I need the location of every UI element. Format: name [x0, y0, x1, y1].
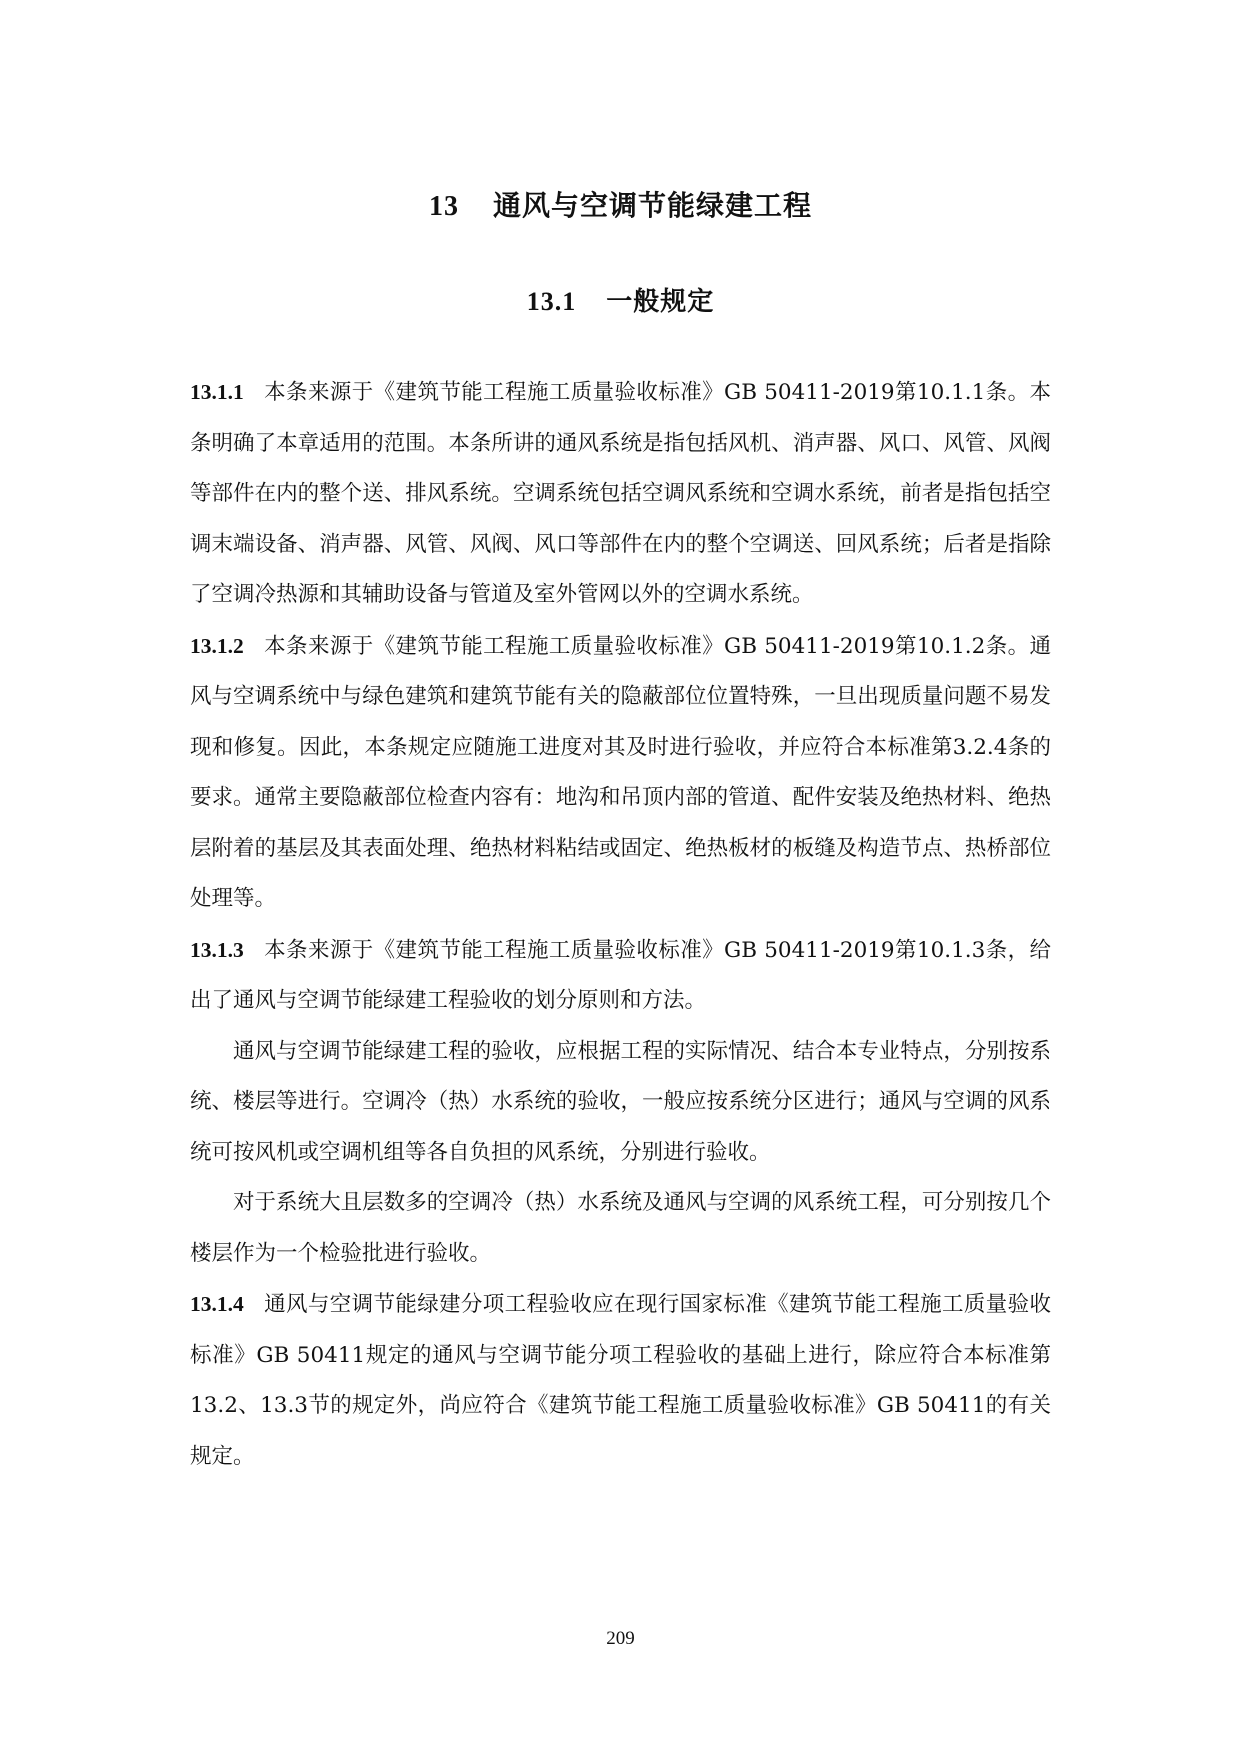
- clause-text: 通风与空调节能绿建分项工程验收应在现行国家标准《建筑节能工程施工质量验收标准》GB 50411规定的通风与空调节能分项工程验收的基础上进行，除应符合本标准第13.2、13.3节的规定外，尚应符合《建筑节能工程施工质量验收标准》GB 50411的有关规定。: [190, 1292, 1051, 1469]
- page-number: 209: [606, 1628, 635, 1649]
- section-number: 13.1: [526, 287, 577, 316]
- chapter-title: [0, 186, 1241, 227]
- clause-number: 13.1.2: [190, 633, 244, 658]
- paragraph-inspection-lot: 对于系统大且层数多的空调冷（热）水系统及通风与空调的风系统工程，可分别按几个楼层作为一个检验批进行验收。: [190, 1190, 1051, 1266]
- clause-text: 本条来源于《建筑节能工程施工质量验收标准》GB 50411-2019第10.1.3条，给出了通风与空调节能绿建工程验收的划分原则和方法。: [190, 937, 1051, 1013]
- clause-text: 本条来源于《建筑节能工程施工质量验收标准》GB 50411-2019第10.1.1条。本条明确了本章适用的范围。本条所讲的通风系统是指包括风机、消声器、风口、风管、风阀等部件在内的整个送、排风系统。空调系统包括空调风系统和空调水系统，前者是指包括空调末端设备、消声器、风管、风阀、风口等部件在内的整个空调送、回风系统；后者是指除了空调冷热源和其辅助设备与管道及室外管网以外的空调水系统。: [190, 380, 1051, 607]
- clause-number: 13.1.3: [190, 937, 244, 962]
- clause-13-1-3: [190, 925, 1051, 1027]
- section-title-text: 一般规定: [606, 287, 715, 317]
- clause-13-1-1: [190, 367, 1051, 621]
- clause-number: 13.1.1: [190, 380, 244, 404]
- paragraph-acceptance-division: 通风与空调节能绿建工程的验收，应根据工程的实际情况、结合本专业特点，分别按系统、楼层等进行。空调冷（热）水系统的验收，一般应按系统分区进行；通风与空调的风系统可按风机或空调机组等各自负担的风系统，分别进行验收。: [190, 1038, 1051, 1165]
- clause-number: 13.1.4: [190, 1292, 244, 1316]
- clause-13-1-2: [190, 621, 1051, 925]
- clause-text: 本条来源于《建筑节能工程施工质量验收标准》GB 50411-2019第10.1.2条。通风与空调系统中与绿色建筑和建筑节能有关的隐蔽部位位置特殊，一旦出现质量问题不易发现和修复。因此，本条规定应随施工进度对其及时进行验收，并应符合本标准第3.2.4条的要求。通常主要隐蔽部位检查内容有：地沟和吊顶内部的管道、配件安装及绝热材料、绝热层附着的基层及其表面处理、绝热材料粘结或固定、绝热板材的板缝及构造节点、热桥部位处理等。: [190, 633, 1051, 911]
- chapter-title-text: 通风与空调节能绿建工程: [492, 189, 812, 222]
- clause-13-1-4: [190, 1279, 1051, 1482]
- section-title: [0, 283, 1241, 321]
- body-text: [190, 367, 1051, 1482]
- chapter-number: 13: [428, 191, 459, 222]
